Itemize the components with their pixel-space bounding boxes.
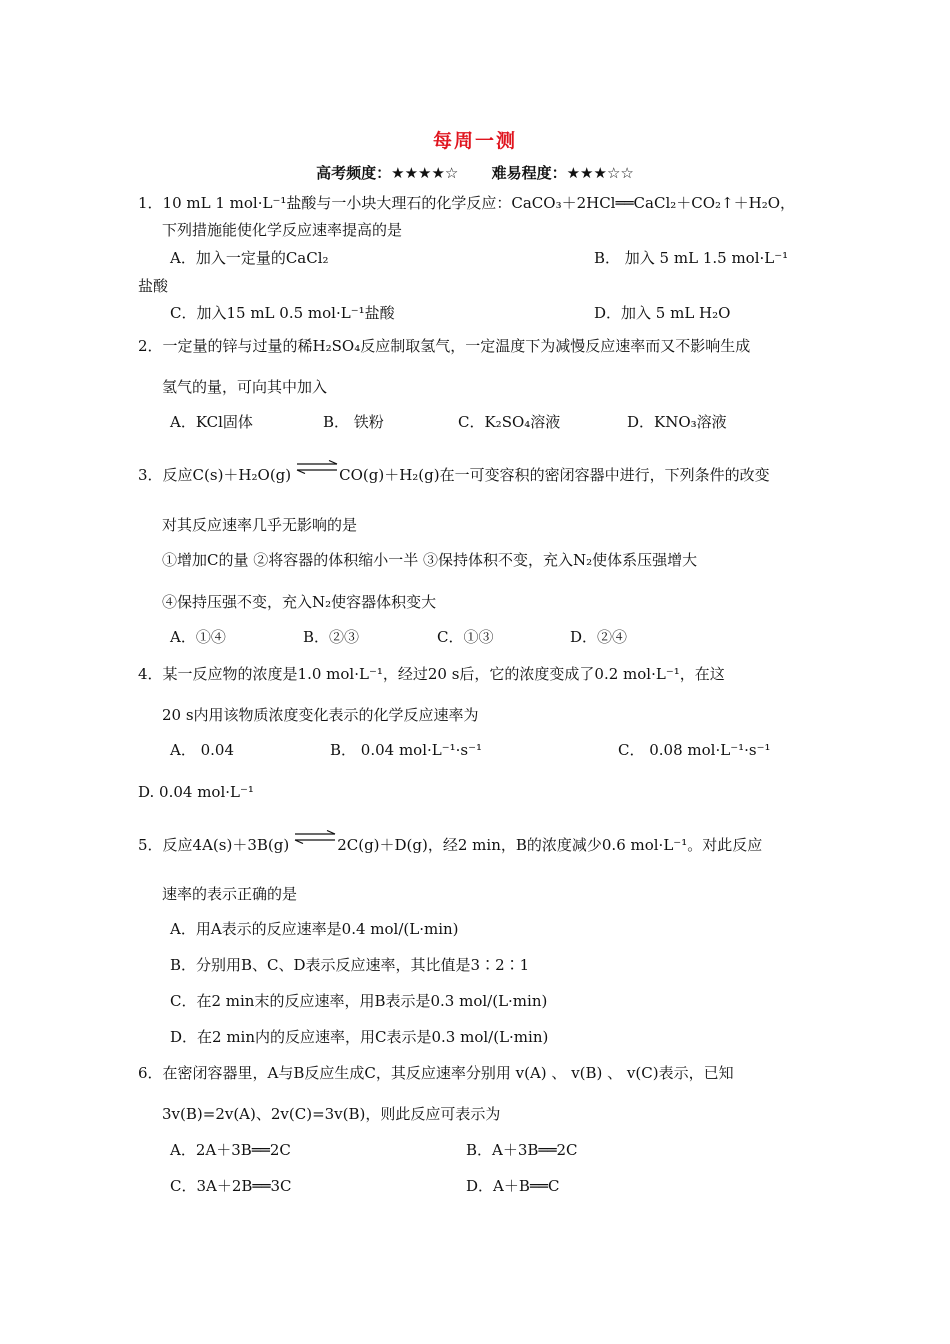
q3-stem-line1 [138,460,770,485]
q3-stem-line2: 对其反应速率几乎无影响的是 [162,516,358,534]
equilibrium-arrow-icon [295,460,339,474]
q5-stem-line1 [138,830,762,855]
q1-option-a: A．加入一定量的CaCl₂ [170,249,329,267]
q4-option-c: C． 0.08 mol·L⁻¹·s⁻¹ [618,741,771,759]
q3-option-a: A．①④ [170,628,226,646]
q1-option-b: B． 加入 5 mL 1.5 mol·L⁻¹ [594,249,789,267]
q3-option-d: D．②④ [570,628,628,646]
q3-option-c: C．①③ [437,628,494,646]
q5-reactants: 5．反应4A(s)＋3B(g) [138,836,290,854]
q5-option-b: B．分别用B、C、D表示反应速率，其比值是3∶2∶1 [170,956,530,974]
q6-option-b: B．A＋3B══2C [466,1141,578,1159]
q6-option-a: A．2A＋3B══2C [170,1141,291,1159]
q1-option-b-continued: 盐酸 [138,277,169,295]
q6-stem-line2: 3v(B)=2v(A)、2v(C)=3v(B)，则此反应可表示为 [162,1105,501,1123]
q1-stem-line2: 下列措施能使化学反应速率提高的是 [162,221,403,239]
q3-reactants: 3．反应C(s)＋H₂O(g) [138,466,292,484]
q6-option-c: C．3A＋2B══3C [170,1177,292,1195]
equilibrium-arrow-icon [293,830,337,844]
q2-option-c: C．K₂SO₄溶液 [458,413,561,431]
q6-stem-line1: 6．在密闭容器里，A与B反应生成C，其反应速率分别用 v(A) 、 v(B) 、 v(C)表示，已知 [138,1064,734,1082]
q4-stem-line1: 4．某一反应物的浓度是1.0 mol·L⁻¹，经过20 s后，它的浓度变成了0.2 mol·L⁻¹，在这 [138,665,725,683]
q4-option-b: B． 0.04 mol·L⁻¹·s⁻¹ [330,741,483,759]
q6-option-d: D．A＋B══C [466,1177,560,1195]
q2-stem-line2: 氢气的量，可向其中加入 [162,378,328,396]
q5-option-a: A．用A表示的反应速率是0.4 mol/(L·min) [170,920,459,938]
q5-option-d: D．在2 min内的反应速率，用C表示是0.3 mol/(L·min) [170,1028,549,1046]
q2-option-a: A．KCl固体 [170,413,253,431]
exam-frequency: 高考频度：★★★★☆ [316,164,459,182]
q1-stem-line1: 1．10 mL 1 mol·L⁻¹盐酸与一小块大理石的化学反应：CaCO₃＋2HCl══CaCl₂＋CO₂↑＋H₂O， [138,194,795,212]
q2-stem-line1: 2．一定量的锌与过量的稀H₂SO₄反应制取氢气，一定温度下为减慢反应速率而又不影响生成 [138,337,751,355]
q1-option-d: D．加入 5 mL H₂O [594,304,731,322]
q2-option-b: B． 铁粉 [323,413,384,431]
q3-products: CO(g)＋H₂(g)在一可变容积的密闭容器中进行，下列条件的改变 [339,466,770,484]
q5-stem-line2: 速率的表示正确的是 [162,885,298,903]
q3-conditions-line2: ④保持压强不变，充入N₂使容器体积变大 [162,593,437,611]
q4-option-a: A． 0.04 [170,741,234,759]
q5-option-c: C．在2 min末的反应速率，用B表示是0.3 mol/(L·min) [170,992,548,1010]
q5-products: 2C(g)＋D(g)，经2 min，B的浓度减少0.6 mol·L⁻¹。对此反应 [337,836,763,854]
q3-conditions-line1: ①增加C的量 ②将容器的体积缩小一半 ③保持体积不变，充入N₂使体系压强增大 [162,551,698,569]
rating-line [0,162,950,183]
q3-option-b: B．②③ [303,628,360,646]
difficulty-level: 难易程度：★★★☆☆ [491,164,634,182]
q2-option-d: D．KNO₃溶液 [627,413,727,431]
page-title: 每周一测 [432,130,517,152]
q4-option-d: D. 0.04 mol·L⁻¹ [138,783,254,801]
q1-option-c: C．加入15 mL 0.5 mol·L⁻¹盐酸 [170,304,395,322]
q4-stem-line2: 20 s内用该物质浓度变化表示的化学反应速率为 [162,706,479,724]
